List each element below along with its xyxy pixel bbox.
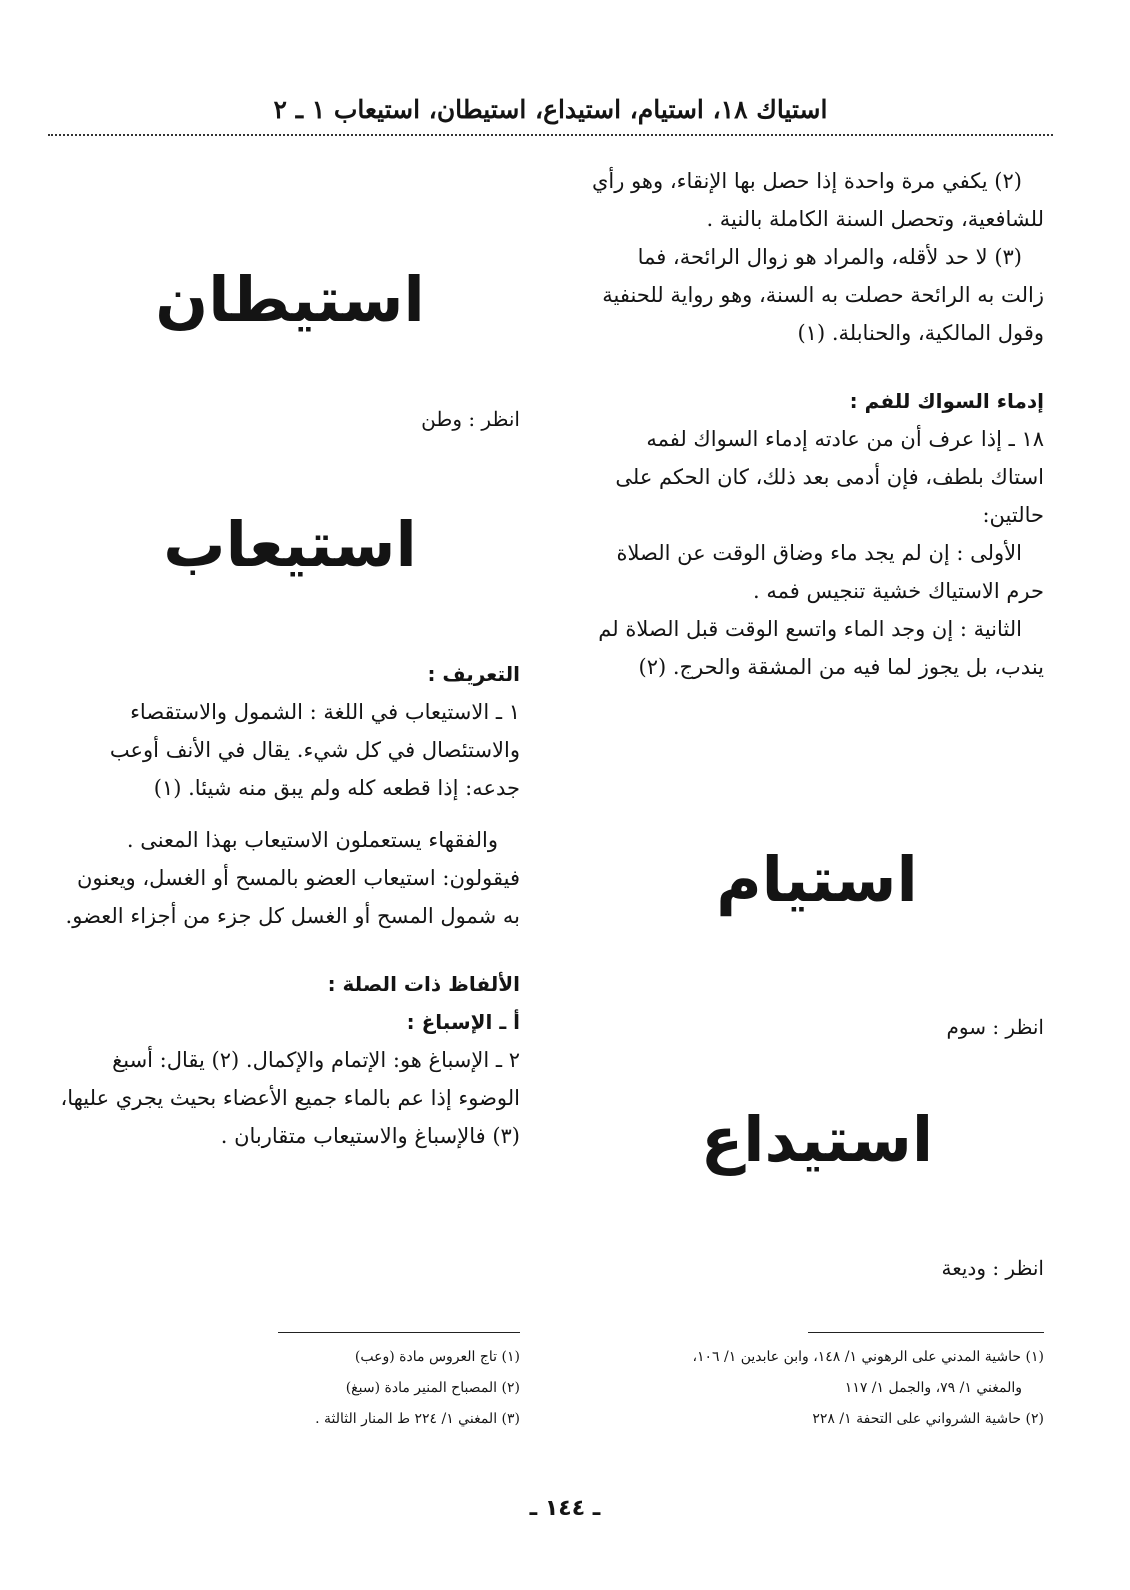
section-heading-isbagh: أ ـ الإسباغ : [406,1010,520,1034]
paragraph-fuqaha: والفقهاء يستعملون الاستيعاب بهذا المعنى . فيقولون: استيعاب العضو بالمسح أو الغسل، ويعنون به شمول المسح أو الغسل كل جزء من أجزاء العضو. [65,828,520,928]
paragraph-second-case: الثانية : إن وجد الماء واتسع الوقت قبل الصلاة لم يندب، بل يجوز لما فيه من المشقة والحرج. (٢) [598,617,1044,679]
paragraph-first-case: الأولى : إن لم يجد ماء وضاق الوقت عن الصلاة حرم الاستياك خشية تنجيس فمه . [616,541,1044,603]
section-heading-alfaz: الألفاظ ذات الصلة : [327,972,520,996]
see-also-istida: انظر : وديعة [941,1256,1044,1280]
entry-title-istida: استيداع [700,1103,934,1176]
footnote-right-2: (٢) حاشية الشرواني على التحفة ١/ ٢٢٨ [812,1411,1044,1427]
entry-title-istitan: استيطان [155,263,425,336]
paragraph-2: (٢) يكفي مرة واحدة إذا حصل بها الإنقاء، وهو رأي للشافعية، وتحصل السنة الكاملة بالنية . [592,169,1044,231]
footnote-left-3: (٣) المغني ١/ ٢٢٤ ط المنار الثالثة . [315,1411,520,1427]
footnotes-right [575,1342,1044,1435]
entry-title-istiab: استيعاب [163,508,417,581]
see-also-istitan: انظر : وطن [421,407,520,431]
right-column [590,162,1044,686]
footnote-right-1-cont: والمغني ١/ ٧٩، والجمل ١/ ١١٧ [844,1380,1022,1396]
paragraph-1: ١ ـ الاستيعاب في اللغة : الشمول والاستقصاء والاستئصال في كل شيء. يقال في الأنف أوعب جدعه: إذا قطعه كله ولم يبق منه شيئا. (١) [109,700,520,800]
footnote-rule-right [808,1332,1044,1333]
header-rule [48,134,1053,136]
section-heading-idma: إدماء السواك للفم : [849,389,1044,413]
footnotes-left [60,1342,520,1435]
footnote-left-2: (٢) المصباح المنير مادة (سبغ) [345,1380,520,1396]
running-header: استياك ١٨، استيام، استيداع، استيطان، استيعاب ١ ـ ٢ [273,95,828,124]
left-column [60,655,520,1155]
section-heading-tarif: التعريف : [427,662,520,686]
paragraph-isbagh: ٢ ـ الإسباغ هو: الإتمام والإكمال. (٢) يقال: أسبغ الوضوء إذا عم بالماء جميع الأعضاء بحيث يجري عليها، (٣) فالإسباغ والاستيعاب متقاربان . [60,1048,520,1148]
footnote-rule-left [278,1332,520,1333]
paragraph-3: (٣) لا حد لأقله، والمراد هو زوال الرائحة، فما زالت به الرائحة حصلت به السنة، وهو رواية للحنفية وقول المالكية، والحنابلة. (١) [602,245,1044,345]
paragraph-18: ١٨ ـ إذا عرف أن من عادته إدماء السواك لفمه استاك بلطف، فإن أدمى بعد ذلك، كان الحكم على حالتين: [615,427,1044,527]
entry-title-istiyam: استيام [716,843,918,916]
see-also-istiyam: انظر : سوم [946,1015,1044,1039]
page-number: ـ ١٤٤ ـ [529,1496,601,1521]
footnote-right-1: (١) حاشية المدني على الرهوني ١/ ١٤٨، وابن عابدين ١/ ١٠٦، [692,1349,1044,1365]
footnote-left-1: (١) تاج العروس مادة (وعب) [354,1349,520,1365]
